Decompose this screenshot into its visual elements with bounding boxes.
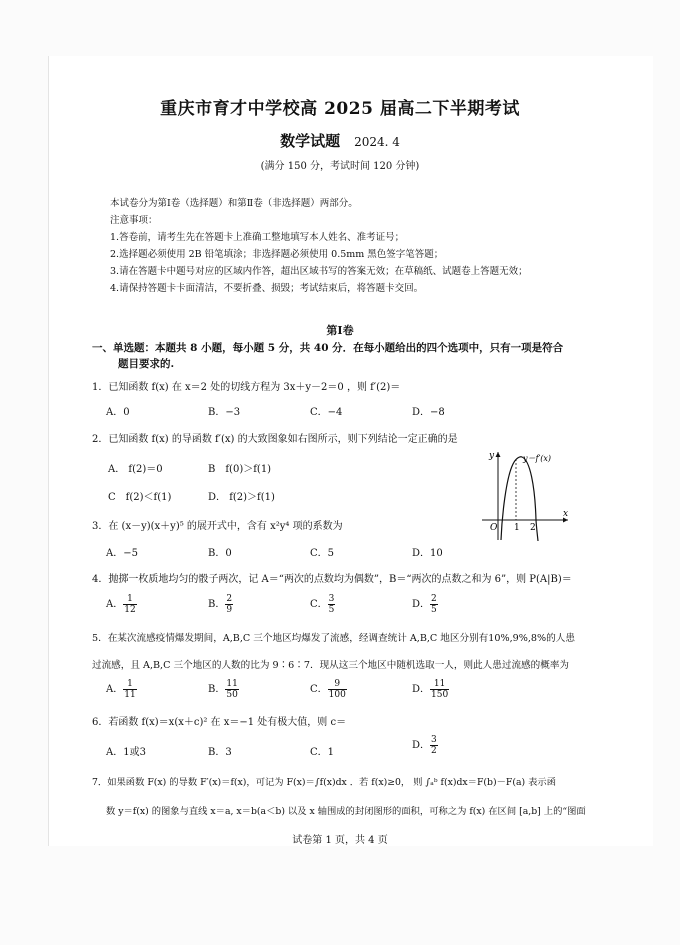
q2-option-d: D． f(2)＞f(1) [208,492,275,503]
option-letter: D． [412,740,431,751]
q5-option-d [412,679,449,700]
question-7-stem: 7．如果函数 F(x) 的导数 F′(x)＝f(x)，可记为 F(x)＝∫f(x)dx ．若 f(x)≥0， 则 ∫ₐᵇ f(x)dx＝F(b)－F(a) 表示函 [92,777,556,788]
q4-option-c [310,594,335,615]
fraction [328,594,336,615]
q5-option-a [106,679,137,700]
y-axis-label: y [489,451,495,461]
notice-heading: 注意事项： [110,215,158,226]
subject-label: 数学试题 [280,132,341,150]
exam-title: 重庆市育才中学校高 2025 届高二下半期考试 [160,99,520,119]
q1-option-c: C．−4 [310,407,343,418]
exam-subject [0,130,680,151]
option-letter: B． [208,599,226,610]
option-letter: B． [208,684,226,695]
exam-date: 2024. 4 [354,135,400,149]
fraction [430,679,449,700]
question-3-stem: 3．在 (x－y)(x＋y)⁵ 的展开式中，含有 x²y⁴ 项的系数为 [92,521,343,532]
y-axis-arrow-icon [496,452,501,457]
denominator: 9 [226,605,233,615]
question-1-stem: 1．已知函数 f(x) 在 x＝2 处的切线方程为 3x＋y－2＝0 ，则 f′(2)＝ [92,382,401,393]
notice-item: 3.请在答题卡中题号对应的区域内作答，超出区域书写的答案无效；在草稿纸、试题卷上答题无效； [110,266,528,277]
question-7-stem-cont: 数 y＝f(x) 的图象与直线 x＝a, x＝b(a＜b) 以及 x 轴围成的封闭图形的面积，可称之为 f(x) 在区间 [a,b] 上的“图面 [106,806,586,817]
denominator: 100 [328,690,346,700]
denominator: 12 [124,605,136,615]
fraction [123,679,136,700]
q4-option-b [208,594,233,615]
denominator: 50 [226,690,238,700]
x-axis-label: x [563,509,569,519]
page-footer: 试卷第 1 页，共 4 页 [292,835,388,846]
numerator: 3 [328,594,335,604]
q3-option-b: B．0 [208,548,232,559]
numerator: 1 [123,594,136,605]
fraction [225,679,238,700]
numerator: 2 [226,594,233,604]
fraction [225,594,233,615]
question-6-stem: 6．若函数 f(x)＝x(x＋c)² 在 x＝−1 处有极大值，则 c＝ [92,717,347,728]
q1-option-d: D．−8 [412,407,445,418]
q1-option-a: A．0 [106,407,130,418]
option-letter: A． [106,684,124,695]
q6-option-c: C．1 [310,747,335,758]
q2-option-b: B f(0)＞f(1) [208,464,272,475]
q4-option-a [106,594,137,615]
notice-item: 4.请保持答题卡卡面清洁，不要折叠、损毁；考试结束后，将答题卡交回。 [110,283,424,294]
q4-option-d [412,594,438,615]
section-heading-cont: 题目要求的. [118,358,175,370]
notice-intro: 本试卷分为第Ⅰ卷（选择题）和第Ⅱ卷（非选择题）两部分。 [110,198,358,209]
q6-option-d [412,735,438,756]
q2-option-a: A． f(2)＝0 [108,464,163,475]
origin-label: O [490,523,498,533]
denominator: 5 [328,605,335,615]
denominator: 150 [431,690,449,700]
numerator: 11 [430,679,449,690]
notice-item: 2.选择题必须使用 2B 铅笔填涂；非选择题必须使用 0.5mm 黑色签字笔答题； [110,249,444,260]
question-5-stem-cont: 过流感，且 A,B,C 三个地区的人数的比为 9∶6∶7．现从这三个地区中随机选取一人，则此人患过流感的概率为 [92,660,570,671]
part-label: 第Ⅰ卷 [326,324,354,337]
denominator: 5 [431,605,437,615]
q3-option-a: A．−5 [106,548,138,559]
section-heading: 一、单选题：本题共 8 小题，每小题 5 分，共 40 分．在每小题给出的四个选项中，只有一项是符合 [92,342,564,354]
numerator: 2 [431,594,437,604]
q1-option-b: B．−3 [208,407,241,418]
option-letter: A． [106,599,124,610]
q5-option-b [208,679,239,700]
option-letter: D． [412,599,431,610]
denominator: 11 [124,690,136,700]
option-letter: C． [310,599,328,610]
curve-label: y＝f′(x) [523,454,552,463]
option-letter: C． [310,684,328,695]
fraction [430,594,438,615]
fraction [123,594,136,615]
tick-2-label: 2 [530,523,536,533]
fraction [328,679,347,700]
score-time-line: (满分 150 分，考试时间 120 分钟) [260,161,420,172]
q6-option-a: A．1或3 [106,747,146,758]
q3-option-d: D．10 [412,548,443,559]
question-2-stem: 2．已知函数 f(x) 的导函数 f′(x) 的大致图象如右图所示，则下列结论一定正确的是 [92,434,458,445]
q6-option-b: B．3 [208,747,232,758]
denominator: 2 [431,746,437,756]
question-4-stem: 4．抛掷一枚质地均匀的骰子两次，记 A＝“两次的点数均为偶数”，B＝“两次的点数之和为 6”，则 P(A|B)＝ [92,574,572,585]
question-5-stem: 5．在某次流感疫情爆发期间，A,B,C 三个地区均爆发了流感，经调查统计 A,B,C 地区分别有10%,9%,8%的人患 [92,633,575,644]
numerator: 3 [431,735,437,745]
fraction [430,735,438,756]
tick-1-label: 1 [514,523,520,533]
numerator: 11 [226,679,238,689]
numerator: 1 [123,679,136,690]
q3-option-c: C．5 [310,548,335,559]
option-letter: D． [412,684,431,695]
notice-item: 1.答卷前，请考生先在答题卡上准确工整地填写本人姓名、准考证号； [110,232,405,243]
numerator: 9 [328,679,347,690]
q5-option-c [310,679,347,700]
derivative-graph [478,446,574,542]
q2-option-c: C f(2)＜f(1) [108,492,172,503]
